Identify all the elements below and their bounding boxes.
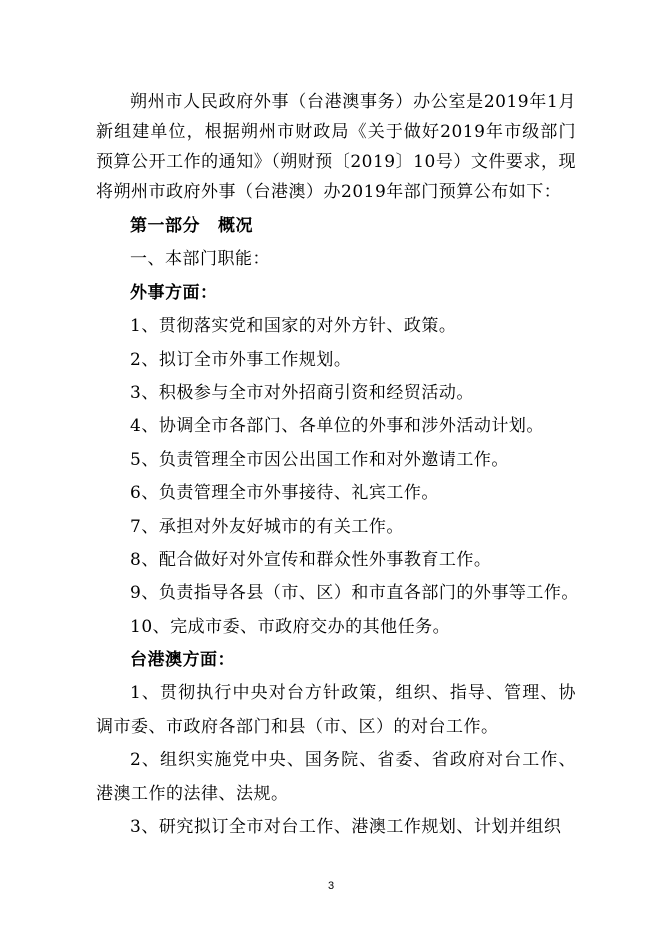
list-item: 3、研究拟订全市对台工作、港澳工作规划、计划并组织	[130, 817, 562, 838]
list-item: 2、组织实施党中央、国务院、省委、省政府对台工作、港澳工作的法律、法规。	[96, 750, 576, 804]
list-item: 1、贯彻落实党和国家的对外方针、政策。	[130, 316, 457, 337]
page-number: 3	[327, 880, 335, 892]
list-item: 4、协调全市各部门、各单位的外事和涉外活动计划。	[130, 416, 544, 437]
part-heading-title: 第一部分	[130, 216, 200, 236]
list-item: 1、贯彻执行中央对台方针政策，组织、指导、管理、协调市委、市政府各部门和县（市、区）的对台工作。	[96, 683, 576, 737]
foreign-affairs-heading: 外事方面：	[130, 282, 218, 303]
part-heading	[96, 210, 576, 243]
part-heading-suffix: 概况	[218, 216, 253, 236]
hk-macao-taiwan-heading: 台港澳方面：	[130, 650, 235, 671]
list-item: 9、负责指导各县（市、区）和市直各部门的外事等工作。	[130, 583, 579, 604]
list-item: 5、负责管理全市因公出国工作和对外邀请工作。	[130, 449, 509, 470]
list-item: 6、负责管理全市外事接待、礼宾工作。	[130, 483, 439, 504]
document-body	[96, 87, 579, 845]
section-one-heading: 一、本部门职能：	[130, 249, 270, 270]
list-item: 7、承担对外友好城市的有关工作。	[130, 516, 404, 537]
list-item: 3、积极参与全市对外招商引资和经贸活动。	[130, 382, 474, 403]
list-item: 10、完成市委、市政府交办的其他任务。	[130, 616, 451, 637]
list-item: 8、配合做好对外宣传和群众性外事教育工作。	[130, 549, 492, 570]
list-item: 2、拟订全市外事工作规划。	[130, 349, 352, 370]
intro-paragraph: 朔州市人民政府外事（台港澳事务）办公室是2019年1月新组建单位，根据朔州市财政局《关于做好2019年市级部门预算公开工作的通知》（朔财预〔2019〕10号）文件要求，现将朔州市政府外事（台港澳）办2019年部门预算公布如下：	[96, 92, 576, 202]
